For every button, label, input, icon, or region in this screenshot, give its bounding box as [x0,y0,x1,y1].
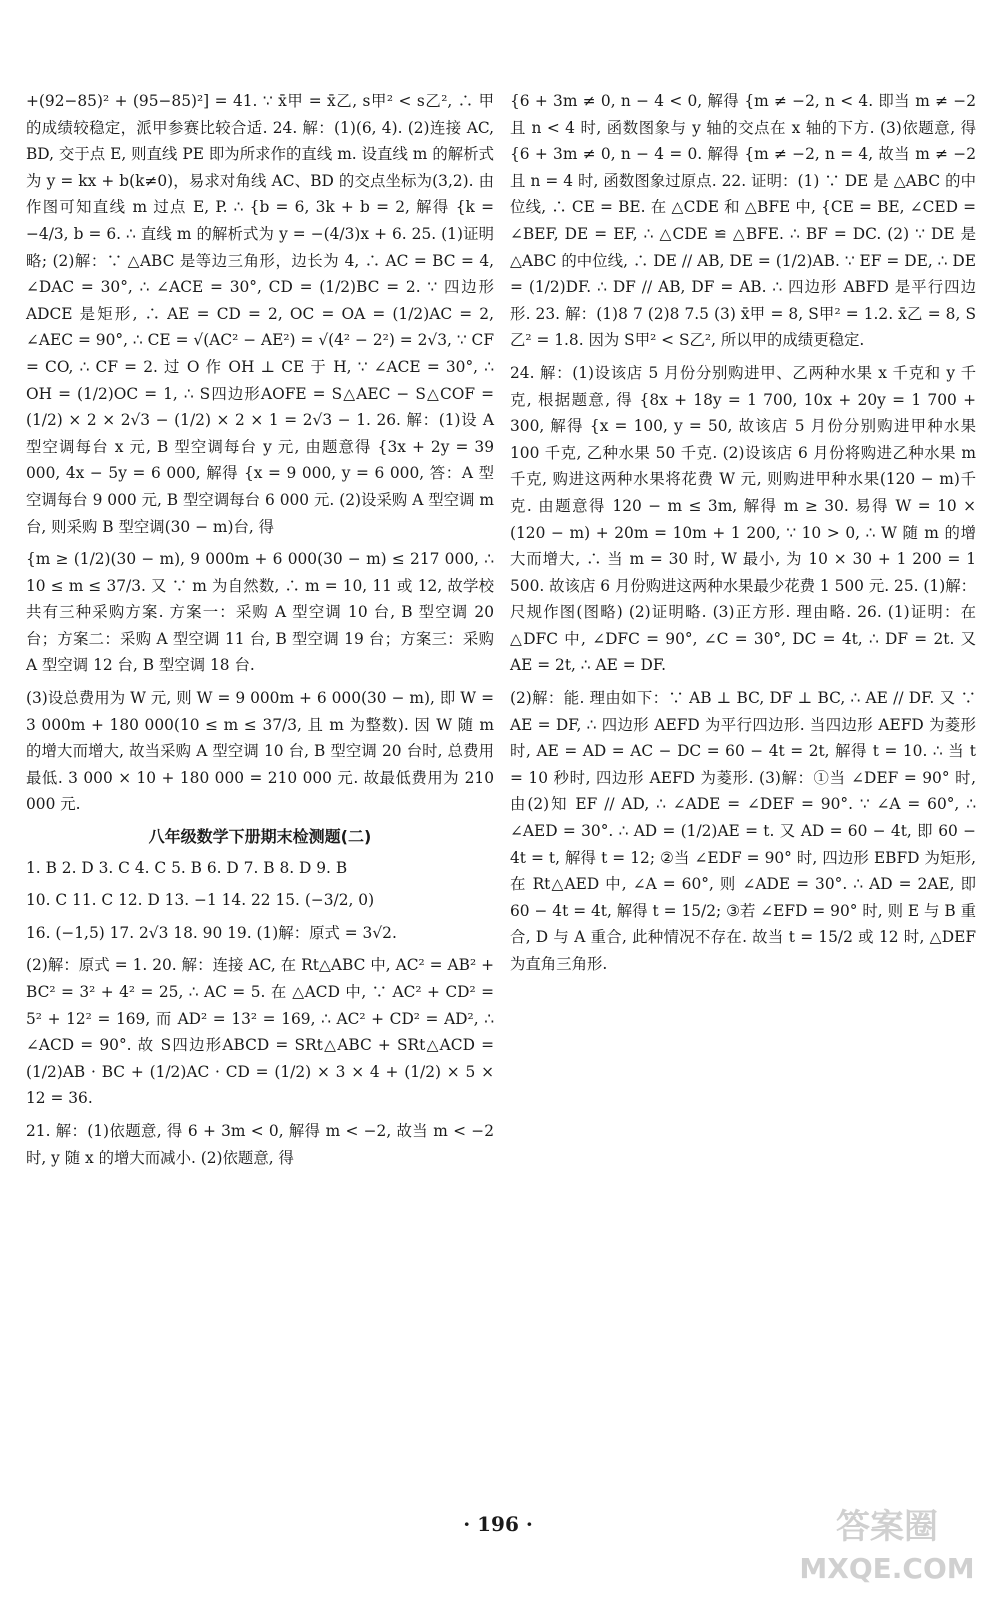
section-title: 八年级数学下册期末检测题(二) [148,827,372,847]
right-paragraph-2: 24. 解：(1)设该店 5 月份分别购进甲、乙两种水果 x 千克和 y 千克, 根据题意, 得 {8x + 18y = 1 700, 10x + 20y = 1 700 + 300, 解得 {x = 100, y = 50, 故该店 5 月份分别购进甲种水果 100 千克, 乙种水果 50 千克. (2)设该店 6 月份将购进乙种水果 m 千克, 购进这两种水果将花费 W 元, 则购进甲种水果(120 − m)千克. 由题意得 120 − m ≤ 3m, 解得 m ≥ 30. 易得 W = 10 × (120 − m) + 20m = 10m + 1 200, ∵ 10 > 0, ∴ W 随 m 的增大而增大, ∴ 当 m = 30 时, W 最小, 为 10 × 30 + 1 200 = 1 500. 故该店 6 月份购进这两种水果最少花费 1 500 元. 25. (1)解：尺规作图(图略) (2)证明略. (3)正方形. 理由略. 26. (1)证明：在 △DFC 中, ∠DFC = 90°, ∠C = 30°, DC = 4t, ∴ DF = 2t. 又 AE = 2t, ∴ AE = DF. [510,363,976,675]
answer-line-4: (2)解：原式 = 1. 20. 解：连接 AC, 在 Rt△ABC 中, AC² = AB² + BC² = 3² + 4² = 25, ∴ AC = 5. 在 △ACD 中, ∵ AC² + CD² = 5² + 12² = 169, 而 AD² = 13² = 169, ∴ AC² + CD² = AD², ∴ ∠ACD = 90°. 故 S四边形ABCD = SRt△ABC + SRt△ACD = (1/2)AB · BC + (1/2)AC · CD = (1/2) × 3 × 4 + (1/2) × 5 × 12 = 36. [26,956,494,1108]
answer-line-2: 10. C 11. C 12. D 13. −1 14. 22 15. (−3/2, 0) [26,891,375,910]
right-column [510,88,976,984]
left-paragraph-3: (3)设总费用为 W 元, 则 W = 9 000m + 6 000(30 − m), 即 W = 3 000m + 180 000(10 ≤ m ≤ 37/3, 且 m 为整数). 因 W 随 m 的增大而增大, 故当采购 A 型空调 10 台, B 型空调 20 台时, 总费用最低. 3 000 × 10 + 180 000 = 210 000 元. 故最低费用为 210 000 元. [26,689,494,814]
right-paragraph-3: (2)解：能. 理由如下：∵ AB ⊥ BC, DF ⊥ BC, ∴ AE // DF. 又 ∵ AE = DF, ∴ 四边形 AEFD 为平行四边形. 当四边形 AEFD 为菱形时, AE = AD = AC − DC = 60 − 4t = 2t, 解得 t = 10. ∴ 当 t = 10 秒时, 四边形 AEFD 为菱形. (3)解：①当 ∠DEF = 90° 时, 由(2)知 EF // AD, ∴ ∠ADE = ∠DEF = 90°. ∵ ∠A = 60°, ∴ ∠AED = 30°. ∴ AD = (1/2)AE = t. 又 AD = 60 − 4t, 即 60 − 4t = t, 解得 t = 12; ②当 ∠EDF = 90° 时, 四边形 EBFD 为矩形, 在 Rt△AED 中, ∠A = 60°, 则 ∠ADE = 30°. ∴ AD = 2AE, 即 60 − 4t = 4t, 解得 t = 15/2; ③若 ∠EFD = 90° 时, 则 E 与 B 重合, D 与 A 重合, 此种情况不存在. 故当 t = 15/2 或 12 时, △DEF 为直角三角形. [510,689,977,973]
right-paragraph-1: {6 + 3m ≠ 0, n − 4 < 0, 解得 {m ≠ −2, n < 4. 即当 m ≠ −2 且 n < 4 时, 函数图象与 y 轴的交点在 x 轴的下方. (3)依题意, 得 {6 + 3m ≠ 0, n − 4 = 0. 解得 {m ≠ −2, n = 4, 故当 m ≠ −2 且 n = 4 时, 函数图象过原点. 22. 证明：(1) ∵ DE 是 △ABC 的中位线, ∴ CE = BE. 在 △CDE 和 △BFE 中, {CE = BE, ∠CED = ∠BEF, DE = EF, ∴ △CDE ≌ △BFE. ∴ BF = DC. (2) ∵ DE 是 △ABC 的中位线, ∴ DE // AB, DE = (1/2)AB. ∵ EF = DE, ∴ DE = (1/2)DF. ∴ DF // AB, DF = AB. ∴ 四边形 ABFD 是平行四边形. 23. 解：(1)8 7 (2)8 7.5 (3) x̄甲 = 8, S甲² = 1.2. x̄乙 = 8, S乙² = 1.8. 因为 S甲² < S乙², 所以甲的成绩更稳定. [510,92,976,350]
left-column [26,88,494,1177]
answer-line-5: 21. 解：(1)依题意, 得 6 + 3m < 0, 解得 m < −2, 故当 m < −2 时, y 随 x 的增大而减小. (2)依题意, 得 [26,1121,494,1167]
left-paragraph-1: +(92−85)² + (95−85)²] = 41. ∵ x̄甲 = x̄乙, s甲² < s乙², ∴ 甲的成绩较稳定，派甲参赛比较合适. 24. 解：(1)(6, 4). (2)连接 AC, BD, 交于点 E, 则直线 PE 即为所求作的直线 m. 设直线 m 的解析式为 y = kx + b(k≠0)，易求对角线 AC、BD 的交点坐标为(3,2). 由作图可知直线 m 过点 E, P. ∴ {b = 6, 3k + b = 2, 解得 {k = −4/3, b = 6. ∴ 直线 m 的解析式为 y = −(4/3)x + 6. 25. (1)证明略; (2)解：∵ △ABC 是等边三角形，边长为 4, ∴ AC = BC = 4, ∠DAC = 30°, ∴ ∠ACE = 30°, CD = (1/2)BC = 2. ∵ 四边形 ADCE 是矩形, ∴ AE = CD = 2, OC = OA = (1/2)AC = 2, ∠AEC = 90°, ∴ CE = √(AC² − AE²) = √(4² − 2²) = 2√3, ∵ CF = CO, ∴ CF = 2. 过 O 作 OH ⊥ CE 于 H, ∵ ∠ACE = 30°, ∴ OH = (1/2)OC = 1, ∴ S四边形AOFE = S△AEC − S△COF = (1/2) × 2 × 2√3 − (1/2) × 2 × 1 = 2√3 − 1. 26. 解：(1)设 A 型空调每台 x 元, B 型空调每台 y 元, 由题意得 {3x + 2y = 39 000, 4x − 5y = 6 000, 解得 {x = 9 000, y = 6 000, 答：A 型空调每台 9 000 元, B 型空调每台 6 000 元. (2)设采购 A 型空调 m 台, 则采购 B 型空调(30 − m)台, 得 [26,92,494,536]
watermark-text-top: 答案圈 [836,1507,938,1547]
answer-line-1: 1. B 2. D 3. C 4. C 5. B 6. D 7. B 8. D 9. B [26,858,348,877]
left-paragraph-2: {m ≥ (1/2)(30 − m), 9 000m + 6 000(30 − m) ≤ 217 000, ∴ 10 ≤ m ≤ 37/3. 又 ∵ m 为自然数, ∴ m = 10, 11 或 12, 故学校共有三种采购方案. 方案一：采购 A 型空调 10 台, B 型空调 20 台；方案二：采购 A 型空调 11 台, B 型空调 19 台；方案三：采购 A 型空调 12 台, B 型空调 18 台. [26,550,494,675]
answer-line-3: 16. (−1,5) 17. 2√3 18. 90 19. (1)解：原式 = 3√2. [26,923,397,942]
watermark-text-bottom: MXQE.COM [799,1552,975,1585]
page-number: · 196 · [463,1512,533,1536]
watermark-logo [792,1500,982,1590]
